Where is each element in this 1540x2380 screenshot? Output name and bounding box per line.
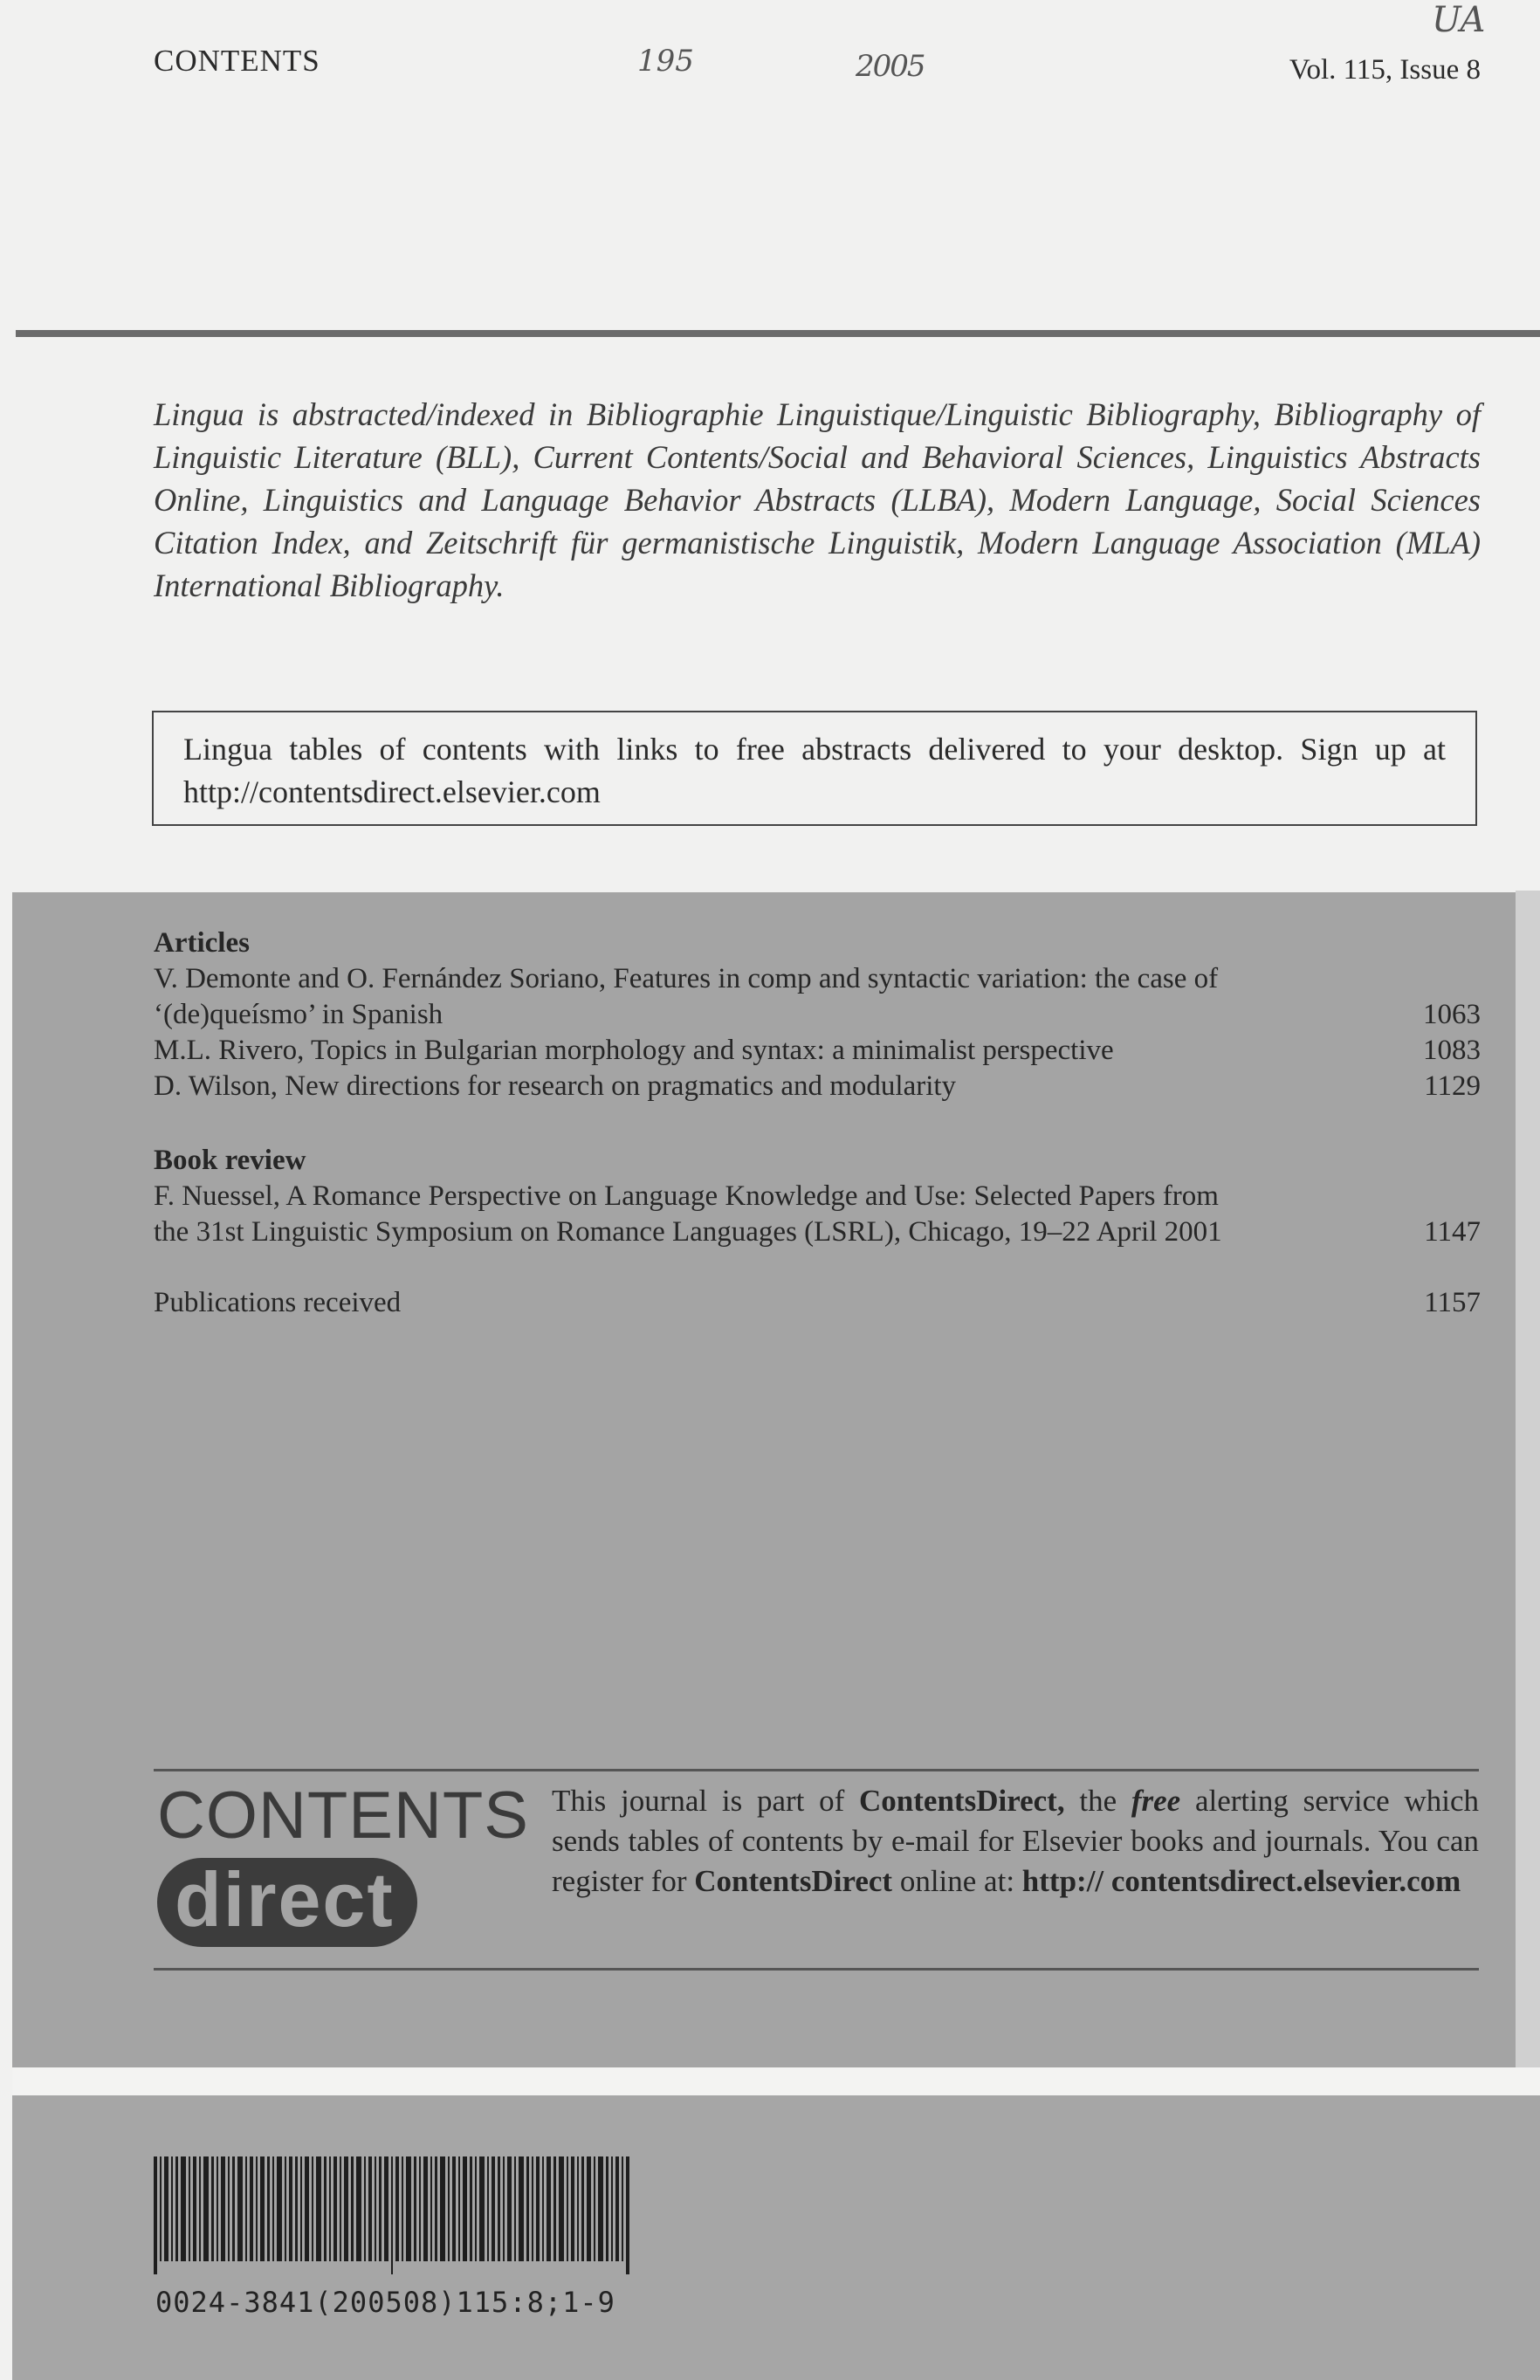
- volume-issue: Vol. 115, Issue 8: [1289, 54, 1481, 86]
- book-review-heading-row: [154, 1145, 1481, 1180]
- cd-text-1: This journal is part of: [552, 1784, 860, 1818]
- barcode-bars: [154, 2156, 634, 2274]
- table-of-contents: [154, 927, 1481, 1323]
- cd-text-4: online at:: [892, 1864, 1022, 1898]
- handwritten-note-1: 195: [637, 44, 694, 79]
- top-divider: [16, 330, 1540, 337]
- toc-entry-title: Publications received: [154, 1287, 402, 1318]
- toc-entry-page: 1083: [1423, 1035, 1481, 1066]
- toc-entry: [154, 1035, 1481, 1070]
- toc-entry-page: 1157: [1424, 1287, 1481, 1318]
- contentsdirect-top-rule: [154, 1769, 1479, 1771]
- toc-entry-page: 1063: [1423, 999, 1481, 1030]
- toc-entry-title-cont: the 31st Linguistic Symposium on Romance Languages (LSRL), Chicago, 19–22 April 2001: [154, 1216, 1222, 1248]
- articles-heading-row: [154, 927, 1481, 963]
- spine-edge: [1516, 891, 1540, 2113]
- cd-text-3: alerting service which sends tables of contents by e-mail for Elsevier books and journals. You can register for: [552, 1784, 1479, 1898]
- indexing-note: Lingua is abstracted/indexed in Bibliographie Linguistique/Linguistic Bibliography, Bibliography of Linguistic Literature (BLL), Current Contents/Social and Behavioral Sciences, Linguistics Abstracts Online, Linguistics and Language Behavior Abstracts (LLBA), Modern Language, Social Sciences Citation Index, and Zeitschrift für germanistische Linguistik, Modern Language Association (MLA) International Bibliography.: [154, 396, 1481, 603]
- toc-entry: [154, 999, 1481, 1035]
- toc-entry-title: F. Nuessel, A Romance Perspective on Language Knowledge and Use: Selected Papers from: [154, 1180, 1219, 1212]
- cd-url: http:// contentsdirect.elsevier.com: [1021, 1864, 1461, 1898]
- handwritten-note-2: 2005: [856, 49, 925, 84]
- cd-brand-2: ContentsDirect: [694, 1864, 893, 1898]
- toc-entry-title: V. Demonte and O. Fernández Soriano, Features in comp and syntactic variation: the case of: [154, 963, 1219, 994]
- contentsdirect-bottom-rule: [154, 1968, 1479, 1971]
- toc-entry-title: M.L. Rivero, Topics in Bulgarian morphology and syntax: a minimalist perspective: [154, 1035, 1114, 1066]
- toc-entry: [154, 1216, 1481, 1252]
- book-review-heading: Book review: [154, 1145, 306, 1176]
- barcode: [154, 2156, 634, 2274]
- barcode-number: 0024-3841(200508)115:8;1-9: [155, 2286, 615, 2319]
- contentsdirect-logo: [157, 1778, 529, 1949]
- toc-entry: [154, 963, 1481, 999]
- articles-heading: Articles: [154, 927, 250, 959]
- cd-brand: ContentsDirect,: [859, 1784, 1065, 1818]
- toc-entry-title: D. Wilson, New directions for research on pragmatics and modularity: [154, 1070, 957, 1102]
- toc-entry-page: 1129: [1424, 1070, 1481, 1102]
- contentsdirect-text: [552, 1781, 1479, 1902]
- toc-entry: [154, 1287, 1481, 1323]
- logo-direct-text: direct: [157, 1858, 417, 1947]
- toc-entry: [154, 1180, 1481, 1216]
- signup-text: Lingua tables of contents with links to free abstracts delivered to your desktop. Sign up at http://contentsdirect.elsevier.com: [183, 732, 1446, 809]
- toc-entry: [154, 1070, 1481, 1106]
- logo-contents-text: CONTENTS: [157, 1778, 529, 1853]
- toc-entry-title-cont: ‘(de)queísmo’ in Spanish: [154, 999, 443, 1030]
- header-label: CONTENTS: [154, 44, 320, 78]
- signup-box: [152, 711, 1477, 826]
- cd-text-2: the: [1064, 1784, 1131, 1818]
- cd-free: free: [1131, 1784, 1181, 1818]
- handwritten-note-3: UA: [1432, 0, 1486, 40]
- toc-entry-page: 1147: [1424, 1216, 1481, 1248]
